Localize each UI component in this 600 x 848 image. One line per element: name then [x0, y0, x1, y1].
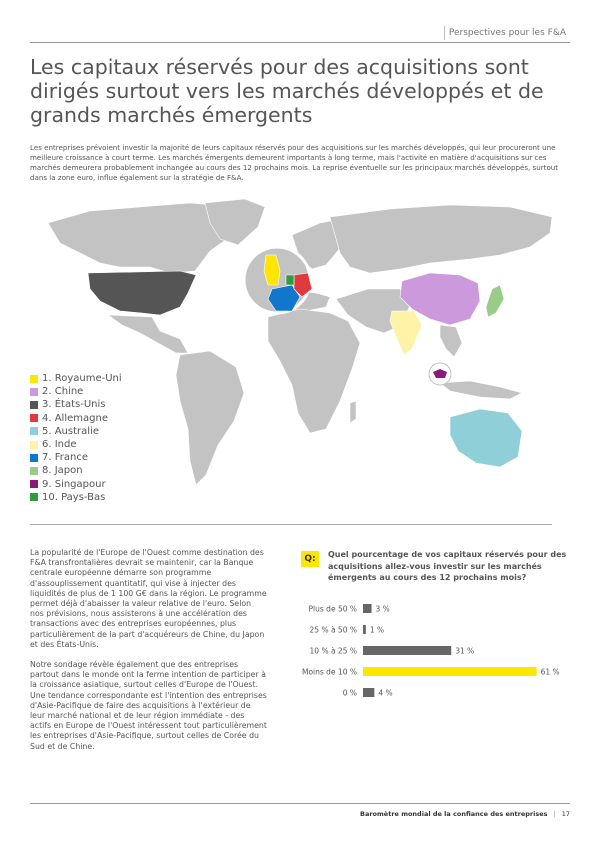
legend-item: [30, 451, 170, 464]
legend-item: [30, 491, 170, 504]
europe-zoom-circle: [244, 247, 312, 313]
legend-label: 9. Singapour: [42, 478, 106, 490]
usa-country: [88, 271, 196, 315]
legend-label: 10. Pays-Bas: [42, 491, 106, 503]
bar-category-label: Plus de 50 %: [308, 604, 357, 614]
bar-chart: [295, 600, 570, 770]
legend-label: 4. Allemagne: [42, 412, 108, 424]
madagascar-region: [350, 401, 356, 423]
top-divider: [30, 42, 570, 43]
question-text: Quel pourcentage de vos capitaux réservés pour des acquisitions allez-vous investir sur les marchés émergents au cours des 12 prochains mois?: [328, 550, 567, 582]
question-badge: Q:: [301, 551, 319, 567]
legend-label: 6. Inde: [42, 439, 77, 451]
bar-value-label: 61 %: [540, 667, 560, 677]
bar-value-label: 31 %: [455, 646, 475, 656]
legend-swatch: [30, 375, 38, 383]
southeast-asia-region: [440, 325, 462, 357]
bar: [363, 646, 451, 655]
footer-separator: |: [553, 810, 556, 818]
legend-item: [30, 372, 170, 385]
legend-swatch: [30, 493, 38, 501]
legend-label: 8. Japon: [42, 465, 83, 477]
legend-label: 3. États-Unis: [42, 399, 106, 411]
section-tag: Perspectives pour les F&A: [444, 26, 570, 40]
legend-swatch: [30, 388, 38, 396]
bar: [363, 625, 366, 634]
middle-divider: [30, 524, 552, 525]
bar-category-label: 0 %: [342, 688, 357, 698]
singapore-zoom-circle: [429, 363, 451, 385]
bar-category-label: Moins de 10 %: [301, 667, 357, 677]
india-country: [390, 311, 422, 355]
page-title: Les capitaux réservés pour des acquisitions sont dirigés surtout vers les marchés développés et de grands marchés émergents: [30, 55, 544, 127]
page-number: 17: [561, 810, 570, 818]
body-paragraph-2: Notre sondage révèle également que des entreprises partout dans le monde ont la ferme intention de participer à la croissance asiatique, surtout celles d'Europe de l'Ouest. Une tendance correspondante est l'intention des entreprises d'Asie-Pacifique de faire des acquisitions à l'extérieur de leur marché national et de leur région immédiate - des actifs en Europe de l'Ouest intéressent tout particulièrement les entreprises d'Asie-Pacifique, surtout celles de Corée du Sud et de Chine.: [30, 660, 267, 751]
legend-label: 2. Chine: [42, 386, 84, 398]
bar-value-label: 3 %: [375, 604, 390, 614]
africa-region: [268, 309, 360, 433]
bar-category-label: 25 % à 50 %: [309, 625, 357, 635]
legend-swatch: [30, 480, 38, 488]
legend-label: 5. Australie: [42, 425, 99, 437]
legend-item: [30, 385, 170, 398]
bar-category-label: 10 % à 25 %: [309, 646, 357, 656]
legend-item: [30, 464, 170, 477]
bar: [363, 667, 537, 676]
footer: [360, 810, 570, 818]
map-legend: [30, 372, 170, 504]
legend-item: [30, 425, 170, 438]
footer-title: Baromètre mondial de la confiance des entreprises: [360, 810, 548, 818]
legend-item: [30, 438, 170, 451]
south-america-region: [176, 351, 244, 485]
legend-swatch: [30, 441, 38, 449]
legend-swatch: [30, 427, 38, 435]
mexico-region: [108, 315, 188, 353]
indonesia-region: [440, 381, 522, 399]
intro-paragraph: Les entreprises prévoient investir la majorité de leurs capitaux réservés pour des acquisitions sur les marchés développés, qui leur procureront une meilleure croissance à court terme. Les marchés émergents demeurent importants à long terme, mais l'activité en matière d'acquisitions sur ces marchés demeurera probablement inchangée au cours des 12 prochains mois. La reprise éventuelle sur les principaux marchés développés, surtout dans la zone euro, influe également sur la stratégie de F&A.: [30, 143, 559, 182]
japan-country: [486, 285, 504, 317]
russia-region: [330, 205, 552, 273]
legend-item: [30, 478, 170, 491]
bar-value-label: 1 %: [369, 625, 385, 635]
legend-item: [30, 412, 170, 425]
netherlands-country: [286, 275, 294, 285]
bar-value-label: 4 %: [378, 688, 393, 698]
legend-swatch: [30, 467, 38, 475]
legend-swatch: [30, 414, 38, 422]
legend-label: 1. Royaume-Uni: [42, 373, 122, 385]
bar: [363, 604, 372, 613]
australia-country: [450, 409, 522, 467]
legend-item: [30, 398, 170, 411]
body-text: [30, 548, 267, 762]
body-paragraph-1: La popularité de l'Europe de l'Ouest comme destination des F&A transfrontalières devrait se maintenir, car la Banque centrale européenne démarre son programme d'assouplissement quantitatif, qui vise à injecter des liquidités de plus de 1 100 G€ dans la région. Le programme permet déjà d'abaisser la valeur relative de l'euro. Selon nos prévisions, nous assisterons à une accélération des transactions avec des entreprises européennes, plus particulièrement de la part d'acquéreurs de Chine, du Japon et des États-Unis.: [30, 548, 267, 649]
bottom-divider: [30, 803, 570, 804]
legend-swatch: [30, 454, 38, 462]
legend-label: 7. France: [42, 452, 88, 464]
legend-swatch: [30, 401, 38, 409]
bar: [363, 688, 374, 697]
